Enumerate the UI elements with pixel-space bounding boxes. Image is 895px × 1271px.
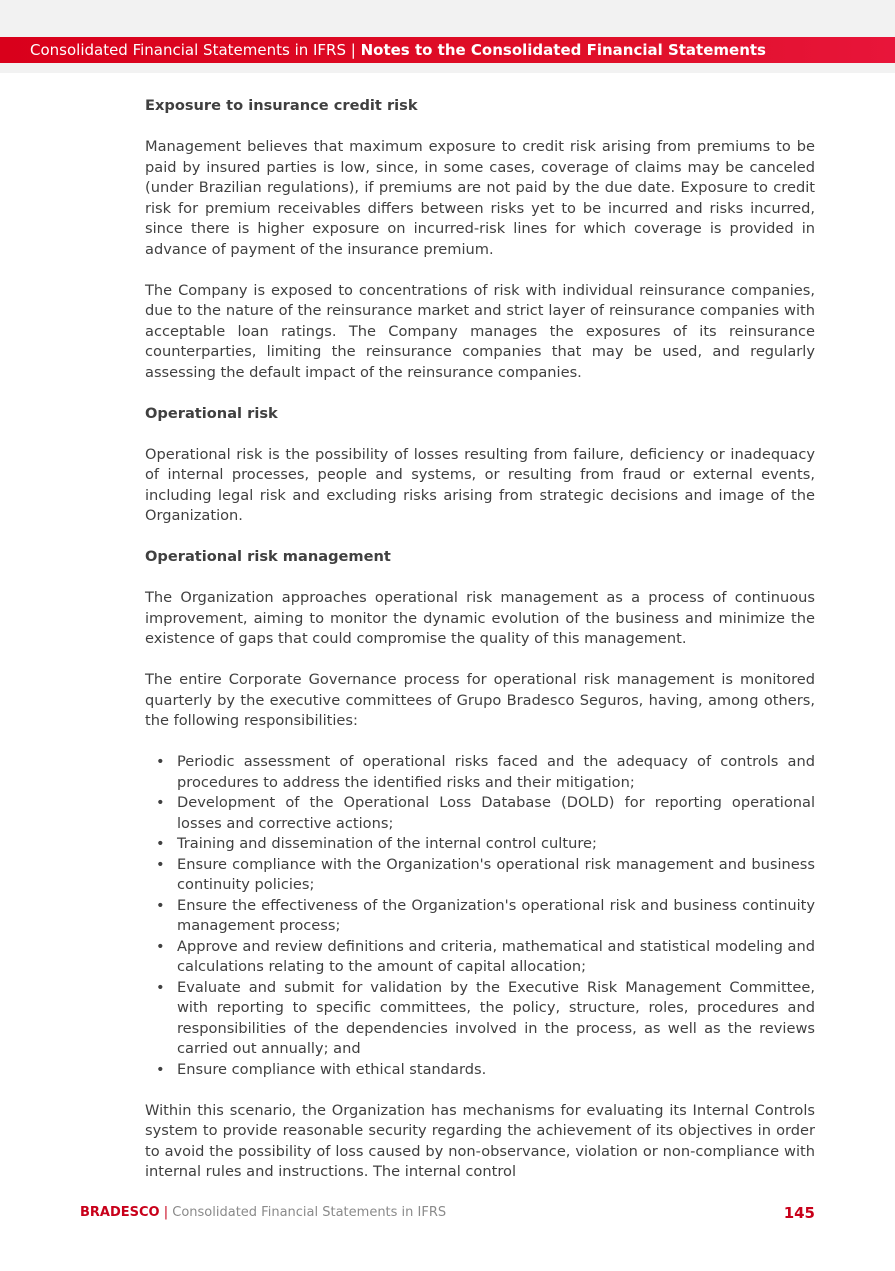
- paragraph: Within this scenario, the Organization has mechanisms for evaluating its Internal Controls system to provide reasonable security regarding the achievement of its objectives in order to avoid the possibility of loss caused by non-observance, violation or non-compliance with internal rules and instructions. The internal control: [145, 1101, 815, 1180]
- paragraph: The Company is exposed to concentrations of risk with individual reinsurance companies, due to the nature of the reinsurance market and strict layer of reinsurance companies with acceptable loan ratings. The Company manages the exposures of its reinsurance counterparties, limiting the reinsurance companies that may be used, and regularly assessing the default impact of the reinsurance companies.: [145, 281, 815, 381]
- list-item-text: Approve and review definitions and criteria, mathematical and statistical modeling and calculations relating to the amount of capital allocation;: [177, 937, 815, 975]
- list-item: [145, 834, 815, 855]
- heading-operational-risk-management: Operational risk management: [145, 548, 391, 565]
- header-underbar: [0, 63, 895, 73]
- bullet-icon: •: [156, 835, 165, 852]
- bullet-icon: •: [156, 978, 165, 996]
- top-margin: [0, 0, 895, 37]
- footer-separator: |: [159, 1205, 173, 1220]
- bullet-icon: •: [156, 794, 165, 811]
- bullet-icon: •: [156, 937, 165, 955]
- paragraph: The Organization approaches operational risk management as a process of continuous improvement, aiming to monitor the dynamic evolution of the business and minimize the existence of gaps that could compromise the quality of this management.: [145, 589, 815, 647]
- list-item: [145, 937, 815, 978]
- bullet-icon: •: [156, 896, 165, 914]
- bullet-icon: •: [156, 753, 165, 770]
- list-item-text: Ensure the effectiveness of the Organization's operational risk and business continuity management process;: [177, 896, 815, 934]
- header-text: [30, 37, 766, 63]
- page-number: 145: [783, 1204, 815, 1222]
- header-doc-title: Consolidated Financial Statements in IFRS: [30, 41, 347, 59]
- heading-operational-risk: Operational risk: [145, 404, 278, 422]
- list-item: [145, 1060, 815, 1081]
- footer: [80, 1202, 815, 1224]
- footer-title: Consolidated Financial Statements in IFRS: [172, 1205, 447, 1220]
- list-item-text: Periodic assessment of operational risks faced and the adequacy of controls and procedures to address the identified risks and their mitigation;: [177, 753, 815, 791]
- list-item-text: Evaluate and submit for validation by the Executive Risk Management Committee, with reporting to specific committees, the policy, structure, roles, procedures and responsibilities of the dependencies involved in the process, as well as the reviews carried out annually; and: [177, 978, 815, 1057]
- heading-insurance-credit-risk: Exposure to insurance credit risk: [145, 97, 418, 114]
- paragraph: The entire Corporate Governance process for operational risk management is monitored quarterly by the executive committees of Grupo Bradesco Seguros, having, among others, the following responsibilities:: [145, 671, 815, 729]
- responsibilities-list: [145, 752, 815, 1080]
- list-item: [145, 793, 815, 834]
- list-item-text: Training and dissemination of the internal control culture;: [177, 835, 597, 852]
- list-item-text: Development of the Operational Loss Database (DOLD) for reporting operational losses and corrective actions;: [177, 794, 815, 832]
- header-bar: [0, 37, 895, 63]
- page-body: [145, 96, 815, 1183]
- list-item: [145, 896, 815, 937]
- footer-brand: BRADESCO: [80, 1205, 160, 1220]
- paragraph: Operational risk is the possibility of losses resulting from failure, deficiency or inadequacy of internal processes, people and systems, or resulting from fraud or external events, including legal risk and excluding risks arising from strategic decisions and image of the Organization.: [145, 445, 815, 524]
- header-separator: |: [346, 41, 361, 59]
- bullet-icon: •: [156, 855, 165, 873]
- bullet-icon: •: [156, 1060, 165, 1078]
- list-item: [145, 752, 815, 793]
- list-item: [145, 978, 815, 1060]
- list-item: [145, 855, 815, 896]
- list-item-text: Ensure compliance with the Organization's operational risk management and business continuity policies;: [177, 855, 815, 893]
- header-section-title: Notes to the Consolidated Financial Statements: [360, 41, 766, 59]
- list-item-text: Ensure compliance with ethical standards.: [177, 1060, 487, 1078]
- paragraph: Management believes that maximum exposure to credit risk arising from premiums to be paid by insured parties is low, since, in some cases, coverage of claims may be canceled (under Brazilian regulations), if premiums are not paid by the due date. Exposure to credit risk for premium receivables differs between risks yet to be incurred and risks incurred, since there is higher exposure on incurred-risk lines for which coverage is provided in advance of payment of the insurance premium.: [145, 138, 815, 258]
